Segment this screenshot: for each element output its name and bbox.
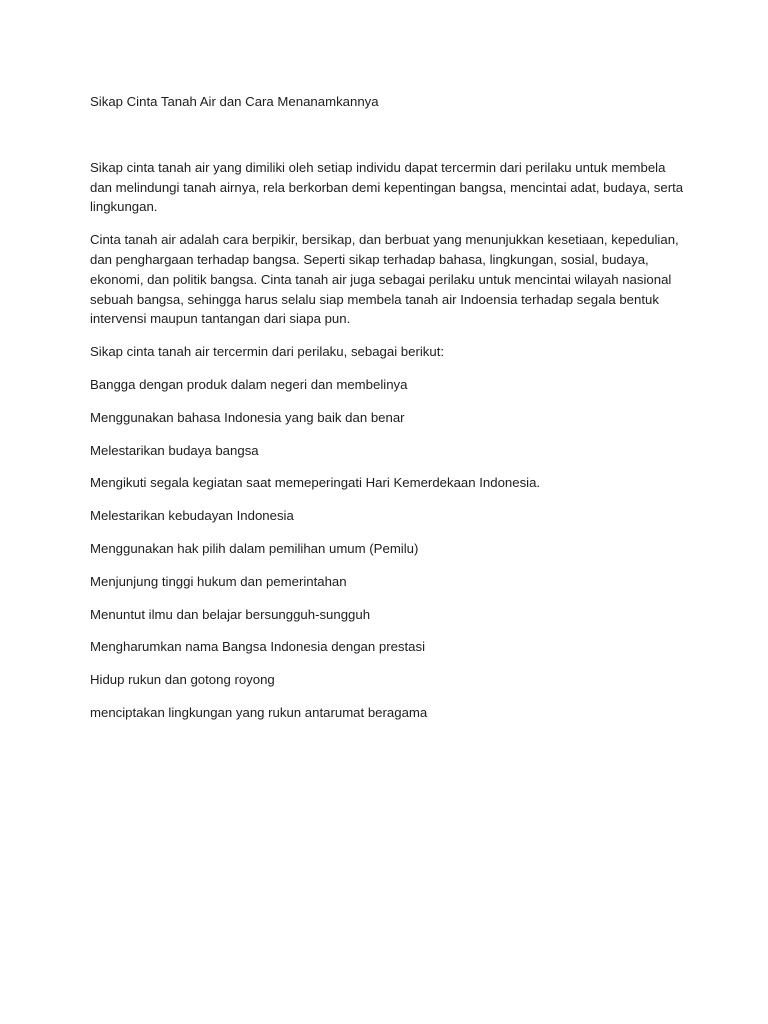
list-item: Menggunakan bahasa Indonesia yang baik dan benar — [90, 409, 405, 425]
paragraph-list-lead: Sikap cinta tanah air tercermin dari perilaku, sebagai berikut: — [90, 344, 445, 360]
list-item: Menuntut ilmu dan belajar bersungguh-sungguh — [90, 606, 371, 622]
list-item: Melestarikan budaya bangsa — [90, 442, 259, 458]
list-item: Hidup rukun dan gotong royong — [90, 672, 275, 688]
list-item: Melestarikan kebudayan Indonesia — [90, 508, 294, 524]
paragraph-intro: Sikap cinta tanah air yang dimiliki oleh setiap individu dapat tercermin dari perilaku untuk membela dan melindungi tanah airnya, rela berkorban demi kepentingan bangsa, mencintai adat, budaya, serta lingkungan. — [90, 159, 684, 215]
list-item: Menjunjung tinggi hukum dan pemerintahan — [90, 573, 347, 589]
list-item: Bangga dengan produk dalam negeri dan membelinya — [90, 376, 408, 392]
document-body — [90, 92, 686, 723]
list-item: Mengharumkan nama Bangsa Indonesia dengan prestasi — [90, 639, 426, 655]
list-item: Mengikuti segala kegiatan saat memeperingati Hari Kemerdekaan Indonesia. — [90, 475, 541, 491]
list-item: Menggunakan hak pilih dalam pemilihan umum (Pemilu) — [90, 540, 419, 556]
document-title: Sikap Cinta Tanah Air dan Cara Menanamkannya — [90, 94, 379, 109]
list-item: menciptakan lingkungan yang rukun antarumat beragama — [90, 704, 428, 720]
paragraph-definition: Cinta tanah air adalah cara berpikir, bersikap, dan berbuat yang menunjukkan kesetiaan, kepedulian, dan penghargaan terhadap bangsa. Seperti sikap terhadap bahasa, lingkungan, sosial, budaya, ekonomi, dan politik bangsa. Cinta tanah air juga sebagai perilaku untuk mencintai wilayah nasional sebuah bangsa, sehingga harus selalu siap membela tanah air Indoensia terhadap segala bentuk intervensi maupun tantangan dari siapa pun. — [90, 232, 679, 327]
